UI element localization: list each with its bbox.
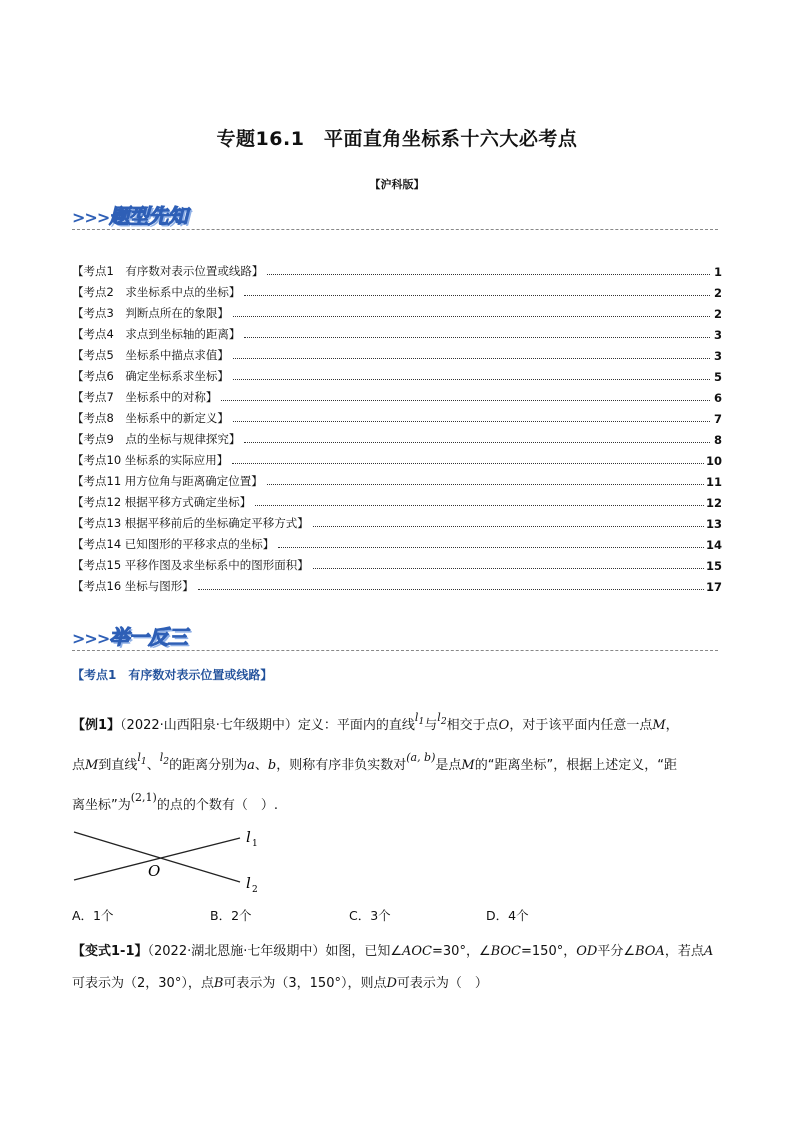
l2-symbol: l	[159, 751, 164, 764]
point-m: M	[85, 758, 99, 773]
l2-symbol: l	[437, 711, 441, 724]
toc-entry[interactable]	[72, 531, 722, 552]
toc-label: 【考点7 坐标系中的对称】	[72, 390, 218, 404]
text: 的距离分别为	[169, 758, 248, 773]
toc-leader	[313, 568, 704, 569]
label-l1-sub: 1	[252, 839, 258, 849]
text: 与	[424, 718, 438, 733]
toc-label: 【考点16 坐标与图形】	[72, 579, 194, 593]
text: 可表示为（3，150°），则点	[223, 976, 387, 991]
label-l2: l	[246, 874, 251, 892]
banner-examples-text: 举一反三	[109, 625, 188, 649]
toc-leader	[267, 274, 710, 275]
toc-leader	[244, 442, 710, 443]
toc-label: 【考点8 坐标系中的新定义】	[72, 411, 229, 425]
page-title: 专题16.1 平面直角坐标系十六大必考点	[216, 128, 578, 150]
text: =150°，	[521, 944, 577, 959]
l1-symbol: l	[137, 751, 141, 764]
angle-aoc: AOC	[402, 944, 433, 959]
toc-leader	[233, 358, 710, 359]
point-m: M	[461, 758, 475, 773]
toc-label: 【考点5 坐标系中描点求值】	[72, 348, 229, 362]
pair-21: (2,1)	[130, 791, 157, 804]
toc-leader	[255, 505, 704, 506]
text: 、	[254, 758, 268, 773]
toc-entry[interactable]	[72, 552, 722, 573]
toc-page-number: 14	[705, 538, 722, 552]
point-m: M	[652, 718, 666, 733]
toc-entry[interactable]	[72, 447, 722, 468]
banner-overview	[72, 200, 187, 229]
text: 点	[72, 758, 86, 773]
l2-sub: 2	[163, 756, 170, 768]
l1-sub: 1	[418, 716, 425, 728]
l1-symbol: l	[414, 711, 419, 724]
text: 是点	[435, 758, 462, 773]
text: 相交于点	[446, 718, 499, 733]
toc-leader	[233, 379, 710, 380]
arrows-icon: >>>	[72, 208, 110, 227]
text: 如图，已知∠	[325, 944, 403, 959]
pair-ab: (a, b)	[406, 751, 436, 764]
banner-examples	[72, 621, 187, 650]
toc-label: 【考点1 有序数对表示位置或线路】	[72, 264, 264, 278]
toc-label: 【考点10 坐标系的实际应用】	[72, 453, 229, 467]
edition-label: 【沪科版】	[369, 178, 425, 191]
variant-tag: 【变式1-1】	[72, 944, 148, 959]
toc-label: 【考点13 根据平移前后的坐标确定平移方式】	[72, 516, 309, 530]
point-b: B	[213, 976, 224, 991]
toc-entry[interactable]	[72, 405, 722, 426]
text: 定义：平面内的直线	[297, 718, 415, 733]
toc-entry[interactable]	[72, 300, 722, 321]
toc-leader	[313, 526, 704, 527]
text: 的“距离坐标”，根据上述定义，“距	[474, 758, 677, 773]
point-d: D	[386, 976, 397, 991]
toc-label: 【考点12 根据平移方式确定坐标】	[72, 495, 252, 509]
toc-leader	[221, 400, 710, 401]
toc-page-number: 11	[705, 475, 722, 489]
text: 可表示为（ ）	[396, 976, 488, 991]
toc-page-number: 3	[713, 328, 722, 342]
toc-page-number: 5	[713, 370, 722, 384]
text: 的点的个数有（ ）.	[156, 798, 278, 813]
toc-label: 【考点2 求坐标系中点的坐标】	[72, 285, 241, 299]
toc-entry[interactable]	[72, 363, 722, 384]
toc-page-number: 13	[705, 517, 722, 531]
ray-od: OD	[576, 944, 598, 959]
text: 到直线	[98, 758, 138, 773]
toc-entry[interactable]	[72, 489, 722, 510]
choice-c[interactable]: C．3个	[349, 908, 391, 923]
variant-1-1-text	[72, 936, 722, 1000]
toc-leader	[244, 295, 710, 296]
label-l2-sub: 2	[252, 885, 258, 895]
toc-page-number: 6	[713, 391, 722, 405]
toc-entry[interactable]	[72, 384, 722, 405]
example-source: （2022·山西阳泉·七年级期中）	[120, 718, 298, 733]
divider-top	[72, 229, 718, 230]
l2-sub: 2	[440, 716, 447, 728]
toc-entry[interactable]	[72, 573, 722, 594]
toc-leader	[244, 337, 710, 338]
toc-entry[interactable]	[72, 510, 722, 531]
toc-label: 【考点6 确定坐标系求坐标】	[72, 369, 229, 383]
toc-page-number: 3	[713, 349, 722, 363]
toc-leader	[198, 589, 704, 590]
text: ，则称有序非负实数对	[276, 758, 407, 773]
toc-page-number: 12	[705, 496, 722, 510]
toc-entry[interactable]	[72, 279, 722, 300]
example-1-text	[72, 702, 722, 822]
toc-label: 【考点14 已知图形的平移求点的坐标】	[72, 537, 275, 551]
text: 可表示为（2，30°），点	[72, 976, 214, 991]
text: ，若点	[664, 944, 704, 959]
toc-entry[interactable]	[72, 321, 722, 342]
toc-entry[interactable]	[72, 468, 722, 489]
toc-leader	[267, 484, 704, 485]
var-b: b	[267, 758, 277, 773]
point-a: A	[703, 944, 714, 959]
toc-label: 【考点4 求点到坐标轴的距离】	[72, 327, 241, 341]
variant-source: （2022·湖北恩施·七年级期中）	[147, 944, 326, 959]
section-heading: 【考点1 有序数对表示位置或线路】	[72, 668, 273, 682]
toc-page-number: 7	[713, 412, 722, 426]
intersecting-lines-diagram	[72, 826, 272, 898]
toc-page-number: 8	[713, 433, 722, 447]
banner-overview-text: 题型先知	[109, 204, 188, 228]
choice-d[interactable]: D．4个	[486, 908, 529, 923]
table-of-contents	[72, 258, 722, 594]
angle-boc: BOC	[490, 944, 522, 959]
var-a: a	[247, 758, 255, 773]
l1-sub: 1	[140, 756, 147, 768]
toc-page-number: 17	[705, 580, 722, 594]
text: 离坐标”为	[72, 798, 131, 813]
toc-label: 【考点3 判断点所在的象限】	[72, 306, 229, 320]
label-o: O	[148, 862, 161, 880]
toc-leader	[233, 421, 710, 422]
toc-page-number: 1	[713, 265, 722, 279]
toc-entry[interactable]	[72, 258, 722, 279]
text: =30°，∠	[432, 944, 491, 959]
text: 平分∠	[597, 944, 635, 959]
text: ，对于该平面内任意一点	[509, 718, 653, 733]
divider-middle	[72, 650, 718, 651]
toc-page-number: 15	[705, 559, 722, 573]
toc-page-number: 2	[713, 286, 722, 300]
toc-page-number: 10	[705, 454, 722, 468]
point-o: O	[498, 718, 510, 733]
toc-entry[interactable]	[72, 342, 722, 363]
toc-label: 【考点15 平移作图及求坐标系中的图形面积】	[72, 558, 309, 572]
choice-a[interactable]: A．1个	[72, 908, 114, 923]
toc-label: 【考点11 用方位角与距离确定位置】	[72, 474, 263, 488]
example-tag: 【例1】	[72, 718, 121, 733]
angle-boa: BOA	[634, 944, 665, 959]
arrows-icon: >>>	[72, 629, 110, 648]
toc-leader	[232, 463, 704, 464]
toc-label: 【考点9 点的坐标与规律探究】	[72, 432, 241, 446]
text: ，	[665, 718, 679, 733]
toc-entry[interactable]	[72, 426, 722, 447]
toc-leader	[278, 547, 704, 548]
toc-leader	[233, 316, 710, 317]
toc-page-number: 2	[713, 307, 722, 321]
text: 、	[146, 758, 160, 773]
label-l1: l	[246, 828, 251, 846]
choice-b[interactable]: B．2个	[210, 908, 252, 923]
